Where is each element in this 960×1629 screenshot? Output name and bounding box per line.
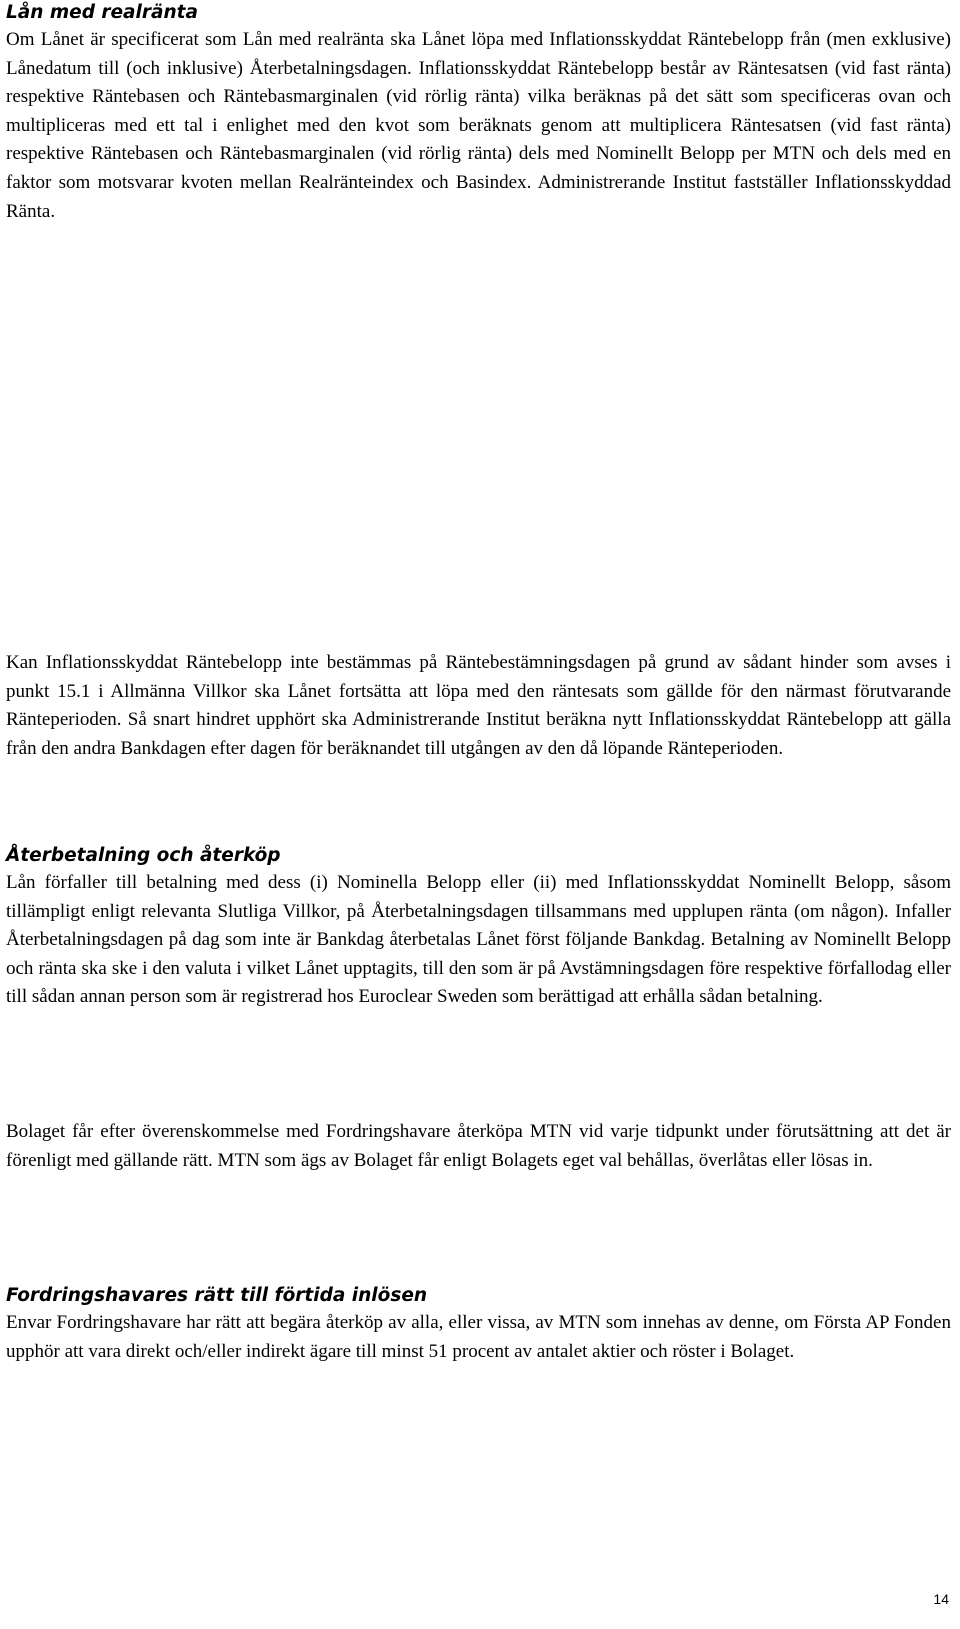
- paragraph-realranta-hinder: Kan Inflationsskyddat Räntebelopp inte bestämmas på Räntebestämningsdagen på grund av sådant hinder som avses i punkt 15.1 i Allmänna Villkor ska Lånet fortsätta att löpa med den räntesats som gällde för den närmast förutvarande Ränteperioden. Så snart hindret upphört ska Administrerande Institut beräkna nytt Inflationsskyddat Räntebelopp att gälla från den andra Bankdagen efter dagen för beräknandet till utgången av den då löpande Ränteperioden.: [6, 652, 951, 759]
- section-heading-aterbetalning: Återbetalning och återköp: [6, 845, 281, 866]
- section-heading-lan-med-realranta: Lån med realränta: [6, 2, 198, 23]
- section-heading-fordringshavare: Fordringshavares rätt till förtida inlösen: [6, 1285, 428, 1306]
- page-number: 14: [933, 1591, 949, 1607]
- paragraph-realranta-definition: Om Lånet är specificerat som Lån med realränta ska Lånet löpa med Inflationsskyddat Räntebelopp från (men exklusive) Lånedatum till (och inklusive) Återbetalningsdagen. Inflationsskyddat Räntebelopp består av Räntesatsen (vid fast ränta) respektive Räntebasen och Räntebasmarginalen (vid rörlig ränta) vilka beräknas på det sätt som specificeras ovan och multipliceras med ett tal i enlighet med den kvot som beräknats genom att multiplicera Räntesatsen (vid fast ränta) respektive Räntebasen och Räntebasmarginalen (vid rörlig ränta) dels med Nominellt Belopp per MTN och dels med en faktor som motsvarar kvoten mellan Realränteindex och Basindex. Administrerande Institut fastställer Inflationsskyddad Ränta.: [6, 29, 951, 222]
- paragraph-fordringshavare-inlosen: Envar Fordringshavare har rätt att begära återköp av alla, eller vissa, av MTN som innehas av denne, om Första AP Fonden upphör att vara direkt och/eller indirekt ägare till minst 51 procent av antalet aktier och röster i Bolaget.: [6, 1312, 951, 1362]
- paragraph-aterbetalning-aterkop: Bolaget får efter överenskommelse med Fordringshavare återköpa MTN vid varje tidpunkt under förutsättning att det är förenligt med gällande rätt. MTN som ägs av Bolaget får enligt Bolagets eget val behållas, överlåtas eller lösas in.: [6, 1121, 951, 1171]
- paragraph-aterbetalning-betalning: Lån förfaller till betalning med dess (i) Nominella Belopp eller (ii) med Inflationsskyddat Nominellt Belopp, såsom tillämpligt enligt relevanta Slutliga Villkor, på Återbetalningsdagen tillsammans med upplupen ränta (om någon). Infaller Återbetalningsdagen på dag som inte är Bankdag återbetalas Lånet först följande Bankdag. Betalning av Nominellt Belopp och ränta ska ske i den valuta i vilket Lånet upptagits, till den som är på Avstämningsdagen före respektive förfallodag eller till sådan annan person som är registrerad hos Euroclear Sweden som berättigad att erhålla sådan betalning.: [6, 872, 951, 1008]
